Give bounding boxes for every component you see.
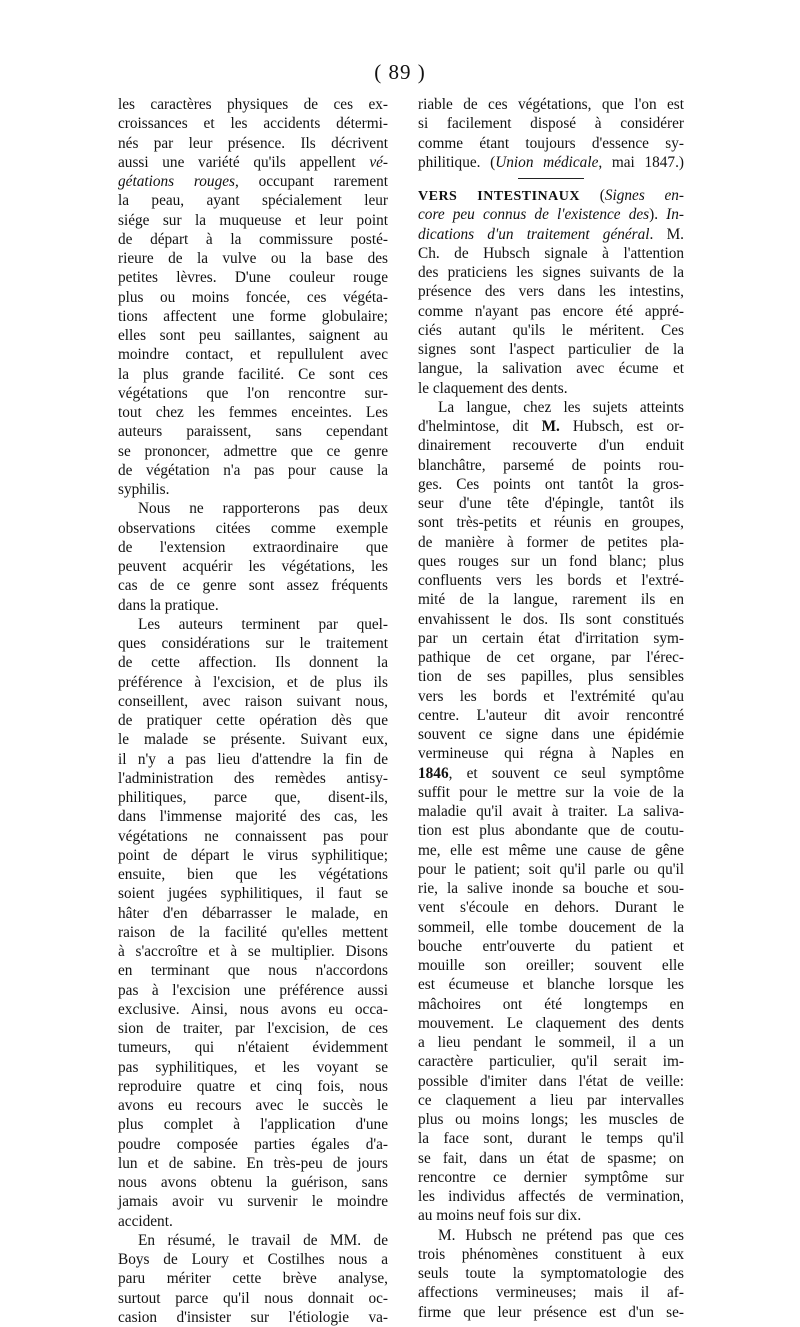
text-line (118, 653, 388, 672)
text-line (118, 1231, 388, 1250)
section-divider-rule (418, 172, 684, 186)
text-run: vent s'écoule en dehors. Durant le (418, 899, 684, 917)
text-run: sont très-petits et réunis en groupes, (418, 514, 684, 532)
page-number: ( 89 ) (374, 60, 426, 84)
text-line (118, 827, 388, 846)
text-line (418, 725, 684, 744)
text-run: aussi une variété qu'ils appellent (118, 153, 370, 171)
text-run: core peu connus de l'existence des (418, 206, 650, 224)
text-line (418, 898, 684, 917)
text-run: rieure de la vulve ou la base des (118, 250, 388, 267)
text-run: plus ou moins foncée, ces végéta- (118, 288, 388, 306)
text-run: philitique. ( (418, 153, 496, 171)
text-line (118, 961, 388, 980)
text-line (118, 615, 388, 634)
text-line (418, 1206, 684, 1225)
text-run: auteurs paraissent, sans cependant (118, 423, 388, 441)
text-run: le malade se présente. Suivant eux, (118, 731, 388, 749)
text-run: cas de ce genre sont assez fréquents (118, 577, 388, 595)
text-run: La langue, chez les sujets atteints (438, 398, 684, 416)
text-run: avons eu recours avec le succès le (118, 1097, 388, 1114)
text-run: mâchoires ont été longtemps en (418, 995, 684, 1013)
text-line (118, 904, 388, 923)
text-line (118, 95, 388, 114)
text-run: philitiques, parce que, disent-ils, (118, 789, 388, 806)
text-run: préférence à l'excision, et de plus ils (118, 673, 388, 691)
text-run: lun et de sabine. En très-peu de jours (118, 1154, 388, 1172)
text-run: raison de la facilité qu'elles mettent (118, 923, 388, 941)
text-line (418, 571, 684, 590)
text-line (418, 879, 684, 898)
text-run: les individus affectés de vermination, (418, 1188, 684, 1205)
text-run: mouille son oreiller; souvent elle (418, 957, 684, 974)
text-run: tion de ses papilles, plus sensibles (418, 668, 684, 686)
text-line (118, 981, 388, 1000)
text-run: Union médicale (495, 153, 599, 171)
text-line (118, 172, 388, 191)
text-line (418, 205, 684, 224)
text-line (118, 1250, 388, 1269)
text-run: végétations ne connaissent pas pour (118, 827, 388, 845)
text-line (118, 326, 388, 345)
text-line (118, 1212, 388, 1231)
text-line (118, 519, 388, 538)
text-line (118, 1192, 388, 1211)
text-line (118, 807, 388, 826)
text-line (418, 590, 684, 609)
text-line (118, 769, 388, 788)
text-line (118, 288, 388, 307)
text-run: possible d'imiter dans l'état de veille: (418, 1072, 684, 1090)
text-line (418, 995, 684, 1014)
text-run: nés par leur présence. Ils décrivent (118, 134, 388, 152)
text-run: sommeil, elle tombe doucement de la (418, 918, 684, 936)
text-line (118, 442, 388, 461)
text-run: de végétation n'a pas pour cause la (118, 461, 388, 479)
text-run: ce claquement a lieu par intervalles (418, 1091, 684, 1109)
text-run: exclusive. Ainsi, nous avons eu occa- (118, 1000, 388, 1018)
text-run: reproduire quatre et cinq fois, nous (118, 1077, 388, 1095)
text-run: se fait, dans un état de spasme; on (418, 1149, 684, 1167)
text-run: seur d'une tête d'épingle, tantôt ils (418, 495, 684, 512)
text-run: VERS INTESTINAUX (418, 189, 580, 204)
text-line (118, 557, 388, 576)
text-run: tumeurs, qui n'étaient évidemment (118, 1039, 388, 1057)
text-run: tion est plus abondante que de coutu- (418, 822, 684, 840)
text-run: tions affectent une forme globulaire; (118, 307, 388, 325)
text-run: surtout parce qu'il nous donnait oc- (118, 1289, 388, 1307)
text-run: gétations rouges (118, 173, 235, 190)
text-line (418, 359, 684, 378)
text-run: rencontre ce dernier symptôme sur (418, 1168, 684, 1186)
text-run: . M. (649, 225, 684, 243)
text-run: comme étant toujours d'essence sy- (418, 134, 684, 152)
text-run: le claquement des dents. (418, 379, 568, 397)
text-line (118, 1038, 388, 1057)
text-line (118, 865, 388, 884)
text-run: Hubsch, est or- (559, 418, 684, 435)
text-line (118, 461, 388, 480)
text-run: dications d'un traitement général (418, 225, 650, 243)
text-line (418, 975, 684, 994)
text-run: ). (649, 206, 667, 224)
text-line (118, 153, 388, 172)
text-run: nous avons obtenu la guérison, sans (118, 1174, 388, 1191)
text-run: de l'extension extraordinaire que (118, 538, 388, 556)
text-run: en terminant que nous n'accordons (118, 962, 388, 980)
text-line (418, 134, 684, 153)
text-line (418, 225, 684, 244)
text-line (118, 1308, 388, 1327)
text-run: ques considérations sur le traitement (118, 635, 388, 652)
text-line (118, 268, 388, 287)
text-run: plus ou moins longs; les muscles de (418, 1111, 684, 1128)
text-line (418, 114, 684, 133)
text-line (418, 956, 684, 975)
text-run: pas à l'excision une préférence aussi (118, 981, 388, 999)
text-run: ( (580, 187, 605, 204)
text-line (118, 211, 388, 230)
text-line (418, 821, 684, 840)
right-text-column (418, 95, 684, 1322)
text-line (418, 379, 684, 398)
text-line (418, 153, 684, 172)
text-line (118, 596, 388, 615)
text-run: souvent ce signe dans une épidémie (418, 726, 684, 743)
text-line (418, 282, 684, 301)
text-run: envahissent le dos. Ils sont constitués (418, 610, 684, 628)
text-line (418, 629, 684, 648)
text-line (418, 1052, 684, 1071)
text-run: mité de la langue, rarement ils en (418, 591, 684, 609)
text-line (118, 365, 388, 384)
text-run: plus complet à l'application d'une (118, 1116, 388, 1134)
text-line (418, 321, 684, 340)
text-line (418, 95, 684, 114)
text-run: ges. Ces points ont tantôt la gros- (418, 475, 684, 493)
text-line (118, 846, 388, 865)
text-run: conseillent, avec raison suivant nous, (118, 692, 388, 710)
text-line (118, 1154, 388, 1173)
text-run: vé- (369, 153, 388, 171)
left-text-column (118, 95, 388, 1327)
text-run: pour le patient; soit qu'il parle ou qu'il (418, 860, 684, 878)
text-run: poudre composée parties égales d'a- (118, 1135, 388, 1153)
text-run: paru mériter cette brève analyse, (118, 1270, 388, 1288)
text-run: caractère particulier, qu'il serait im- (418, 1053, 684, 1071)
text-run: la plus grande facilité. Ce sont ces (118, 365, 388, 383)
text-line (418, 667, 684, 686)
text-run: de cette affection. Ils donnent la (118, 654, 388, 672)
text-run: dinairement recouverte d'un enduit (418, 437, 684, 455)
text-run: maladie qu'il avait à traiter. La saliva- (418, 803, 684, 820)
text-run: présence des vers dans les intestins, (418, 283, 684, 301)
text-run: signes sont l'aspect particulier de la (418, 341, 684, 358)
text-line (118, 191, 388, 210)
text-line (418, 1033, 684, 1052)
text-run: des praticiens les signes suivants de la (418, 264, 684, 281)
text-line (118, 538, 388, 557)
text-line (418, 841, 684, 860)
text-line (418, 1264, 684, 1283)
text-run: de pratiquer cette opération dès que (118, 712, 388, 729)
text-line (418, 1110, 684, 1129)
text-line (118, 230, 388, 249)
text-line (418, 1129, 684, 1148)
text-line (418, 764, 684, 783)
text-run: de départ à la commissure posté- (118, 230, 388, 248)
text-run: tout chez les femmes enceintes. Les (118, 404, 388, 421)
text-line (418, 513, 684, 532)
text-run: Signes en- (604, 187, 685, 204)
text-line (418, 610, 684, 629)
text-run: Boys de Loury et Costilhes nous a (118, 1251, 388, 1268)
text-run: blanchâtre, parsemé de points rou- (418, 456, 684, 474)
text-run: En résumé, le travail de MM. de (138, 1231, 388, 1249)
text-line (418, 860, 684, 879)
text-line (118, 1269, 388, 1288)
text-line (418, 1226, 684, 1245)
text-run: comme n'ayant pas encore été appré- (418, 302, 684, 320)
text-line (118, 307, 388, 326)
text-run: Ch. de Hubsch signale à l'attention (418, 244, 684, 262)
text-line (418, 398, 684, 417)
text-line (118, 1115, 388, 1134)
text-line (118, 711, 388, 730)
text-line (118, 1077, 388, 1096)
text-line (118, 942, 388, 961)
text-run: centre. L'auteur dit avoir rencontré (418, 706, 684, 724)
text-line (418, 1149, 684, 1168)
text-line (118, 1289, 388, 1308)
text-line (118, 114, 388, 133)
text-run: siége sur la muqueuse et leur point (118, 211, 388, 229)
text-line (118, 134, 388, 153)
text-run: accident. (118, 1212, 173, 1230)
text-line (118, 634, 388, 653)
text-run: sion de traiter, par l'excision, de ces (118, 1020, 388, 1037)
text-run: 1846 (418, 764, 449, 782)
text-run: , et souvent ce seul symptôme (448, 764, 684, 782)
text-line (118, 384, 388, 403)
text-line (418, 706, 684, 725)
text-run: ensuite, bien que les végétations (118, 866, 388, 883)
text-run: à s'accroître et à se multiplier. Disons (118, 943, 388, 960)
text-run: petites lèvres. D'une couleur rouge (118, 269, 388, 287)
text-run: par un certain état d'irritation sym- (418, 629, 684, 647)
text-run: vers les bords et l'extrémité qu'au (418, 687, 684, 705)
text-line (118, 249, 388, 268)
text-run: moindre contact, et repullulent avec (118, 346, 388, 364)
text-line (118, 730, 388, 749)
text-run: jamais avoir vu survenir le moindre (118, 1193, 388, 1211)
text-line (118, 576, 388, 595)
text-run: de manière à former de petites pla- (418, 533, 684, 551)
text-run: a lieu pendant le sommeil, il a un (418, 1034, 684, 1051)
text-line (418, 783, 684, 802)
text-run: végétations que l'on rencontre sur- (118, 384, 388, 402)
text-run: la peau, ayant spécialement leur (118, 192, 388, 210)
text-run: ciés autant qu'ils le méritent. Ces (418, 321, 684, 339)
text-run: elles sont peu saillantes, saignent au (118, 327, 388, 344)
text-run: la face sont, durant le temps qu'il (418, 1130, 684, 1148)
text-line (418, 456, 684, 475)
text-line (118, 884, 388, 903)
text-line (418, 802, 684, 821)
text-run: les caractères physiques de ces ex- (118, 96, 388, 113)
text-line (118, 480, 388, 499)
text-run: peuvent acquérir les végétations, les (118, 558, 388, 575)
text-run: pas syphilitiques, et les voyant se (118, 1058, 388, 1076)
text-line (118, 499, 388, 518)
text-line (118, 1173, 388, 1192)
text-line (418, 533, 684, 552)
text-run: mouvement. Le claquement des dents (418, 1014, 684, 1032)
text-line (118, 692, 388, 711)
text-line (118, 422, 388, 441)
text-line (418, 1283, 684, 1302)
text-run: Nous ne rapporterons pas deux (138, 500, 388, 518)
text-run: l'administration des remèdes antisy- (118, 769, 388, 787)
text-line (418, 918, 684, 937)
text-run: rie, la salive inonde sa bouche et sou- (418, 880, 684, 897)
text-line (418, 340, 684, 359)
text-run: au moins neuf fois sur dix. (418, 1207, 582, 1225)
text-line (118, 345, 388, 364)
text-run: M. (541, 418, 560, 435)
text-run: suffit pour le mettre sur la voie de la (418, 783, 684, 801)
text-line (118, 1135, 388, 1154)
text-line (418, 1072, 684, 1091)
text-line (418, 263, 684, 282)
text-line (118, 673, 388, 692)
text-run: seuls toute la symptomatologie des (418, 1265, 684, 1282)
text-line (418, 1303, 684, 1322)
text-run: observations citées comme exemple (118, 519, 388, 537)
text-run: point de départ le virus syphilitique; (118, 846, 388, 864)
text-run: trois phénomènes constituent à eux (418, 1245, 684, 1263)
text-run: dans la pratique. (118, 596, 219, 614)
text-run: affections vermineuses; mais il af- (418, 1284, 684, 1302)
text-run: se prononcer, admettre que ce genre (118, 442, 388, 460)
text-line (418, 1168, 684, 1187)
text-run: riable de ces végétations, que l'on est (418, 96, 684, 113)
text-run: pathique de cet organe, par l'érec- (418, 649, 684, 666)
text-run: est écumeuse et blanche lorsque les (418, 976, 684, 994)
text-line (418, 744, 684, 763)
text-run: , mai 1847.) (598, 153, 684, 171)
text-line (418, 648, 684, 667)
text-line (418, 1091, 684, 1110)
text-run: In- (666, 206, 684, 224)
text-line (418, 186, 684, 205)
text-line (418, 494, 684, 513)
text-line (418, 302, 684, 321)
text-line (118, 750, 388, 769)
text-run: confluents vers les bords et l'extré- (418, 572, 684, 589)
text-run: casion d'insister sur l'étiologie va- (118, 1308, 388, 1326)
text-line (418, 1245, 684, 1264)
text-line (418, 475, 684, 494)
text-run: me, elle est même une cause de gêne (418, 841, 684, 859)
text-run: , occupant rarement (234, 173, 389, 190)
text-run: vermineuse qui régna à Naples en (418, 745, 684, 763)
text-run: soient jugées syphilitiques, il faut se (118, 885, 388, 903)
text-line (418, 417, 684, 436)
text-line (418, 1014, 684, 1033)
text-line (418, 687, 684, 706)
text-line (418, 552, 684, 571)
text-run: croissances et les accidents détermi- (118, 115, 388, 133)
text-run: dans l'immense majorité des cas, les (118, 808, 388, 826)
text-run: Les auteurs terminent par quel- (138, 615, 388, 633)
text-line (118, 923, 388, 942)
text-line (118, 1096, 388, 1115)
text-run: ques rouges sur un fond blanc; plus (418, 552, 684, 570)
text-line (118, 403, 388, 422)
text-run: langue, la salivation avec écume et (418, 360, 684, 378)
text-run: M. Hubsch ne prétend pas que ces (438, 1226, 684, 1244)
text-line (418, 1187, 684, 1206)
text-run: hâter d'en débarrasser le malade, en (118, 904, 388, 922)
text-run: syphilis. (118, 481, 170, 498)
text-line (418, 436, 684, 455)
text-line (418, 244, 684, 263)
text-run: si facilement disposé à considérer (418, 115, 684, 133)
text-line (118, 1000, 388, 1019)
text-run: bouche entr'ouverte du patient et (418, 937, 684, 955)
text-line (118, 1019, 388, 1038)
text-run: il n'y a pas lieu d'attendre la fin de (118, 750, 388, 768)
text-run: d'helmintose, dit (418, 418, 542, 435)
text-run: firme que leur présence est d'un se- (418, 1303, 684, 1321)
text-line (118, 1058, 388, 1077)
text-line (118, 788, 388, 807)
text-line (418, 937, 684, 956)
